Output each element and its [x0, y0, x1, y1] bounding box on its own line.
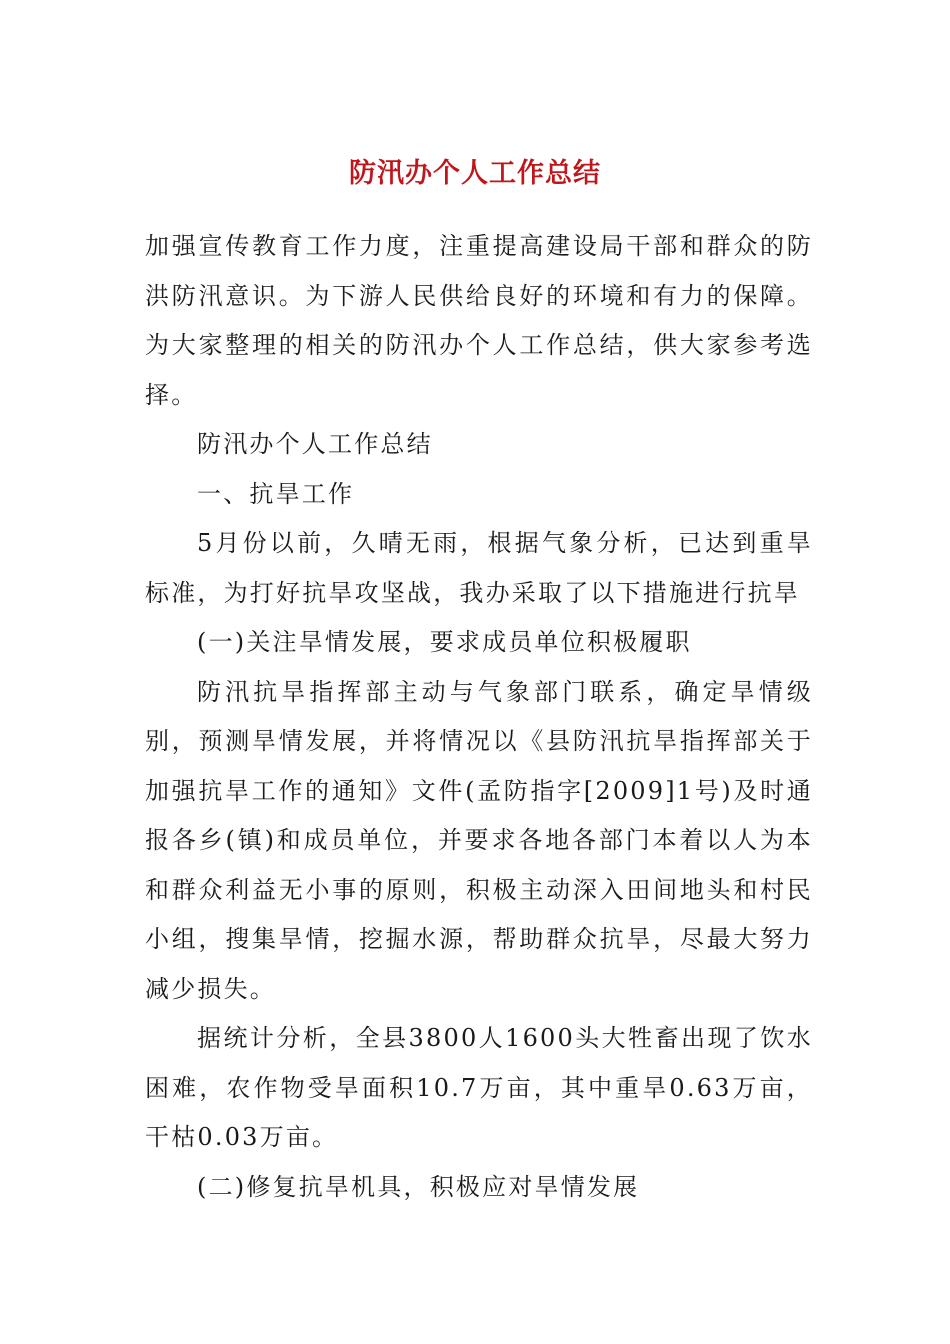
paragraph-statistics: 据统计分析，全县3800人1600头大牲畜出现了饮水困难，农作物受旱面积10.7万亩，其中重旱0.63万亩，干枯0.03万亩。 — [145, 1024, 813, 1151]
paragraph-intro: 加强宣传教育工作力度，注重提高建设局干部和群众的防洪防汛意识。为下游人民供给良好的环境和有力的保障。为大家整理的相关的防汛办个人工作总结，供大家参考选择。 — [145, 232, 813, 409]
subsection-heading-2: (二)修复抗旱机具，积极应对旱情发展 — [197, 1172, 640, 1201]
paragraph-drought-background: 5月份以前，久晴无雨，根据气象分析，已达到重旱标准，为打好抗旱攻坚战，我办采取了以下措施进行抗旱 — [145, 529, 813, 607]
section-heading-drought: 一、抗旱工作 — [197, 479, 355, 508]
paragraph-command-actions: 防汛抗旱指挥部主动与气象部门联系，确定旱情级别，预测旱情发展，并将情况以《县防汛抗旱指挥部关于加强抗旱工作的通知》文件(孟防指字[2009]1号)及时通报各乡(镇)和成员单位，并要求各地各部门本着以人为本和群众利益无小事的原则，积极主动深入田间地头和村民小组，搜集旱情，挖掘水源，帮助群众抗旱，尽最大努力减少损失。 — [145, 677, 813, 1003]
paragraph-subtitle: 防汛办个人工作总结 — [197, 430, 433, 458]
document-title: 防汛办个人工作总结 — [349, 158, 601, 189]
subsection-heading-1: (一)关注旱情发展，要求成员单位积极履职 — [197, 628, 692, 656]
document-body — [145, 222, 813, 1212]
